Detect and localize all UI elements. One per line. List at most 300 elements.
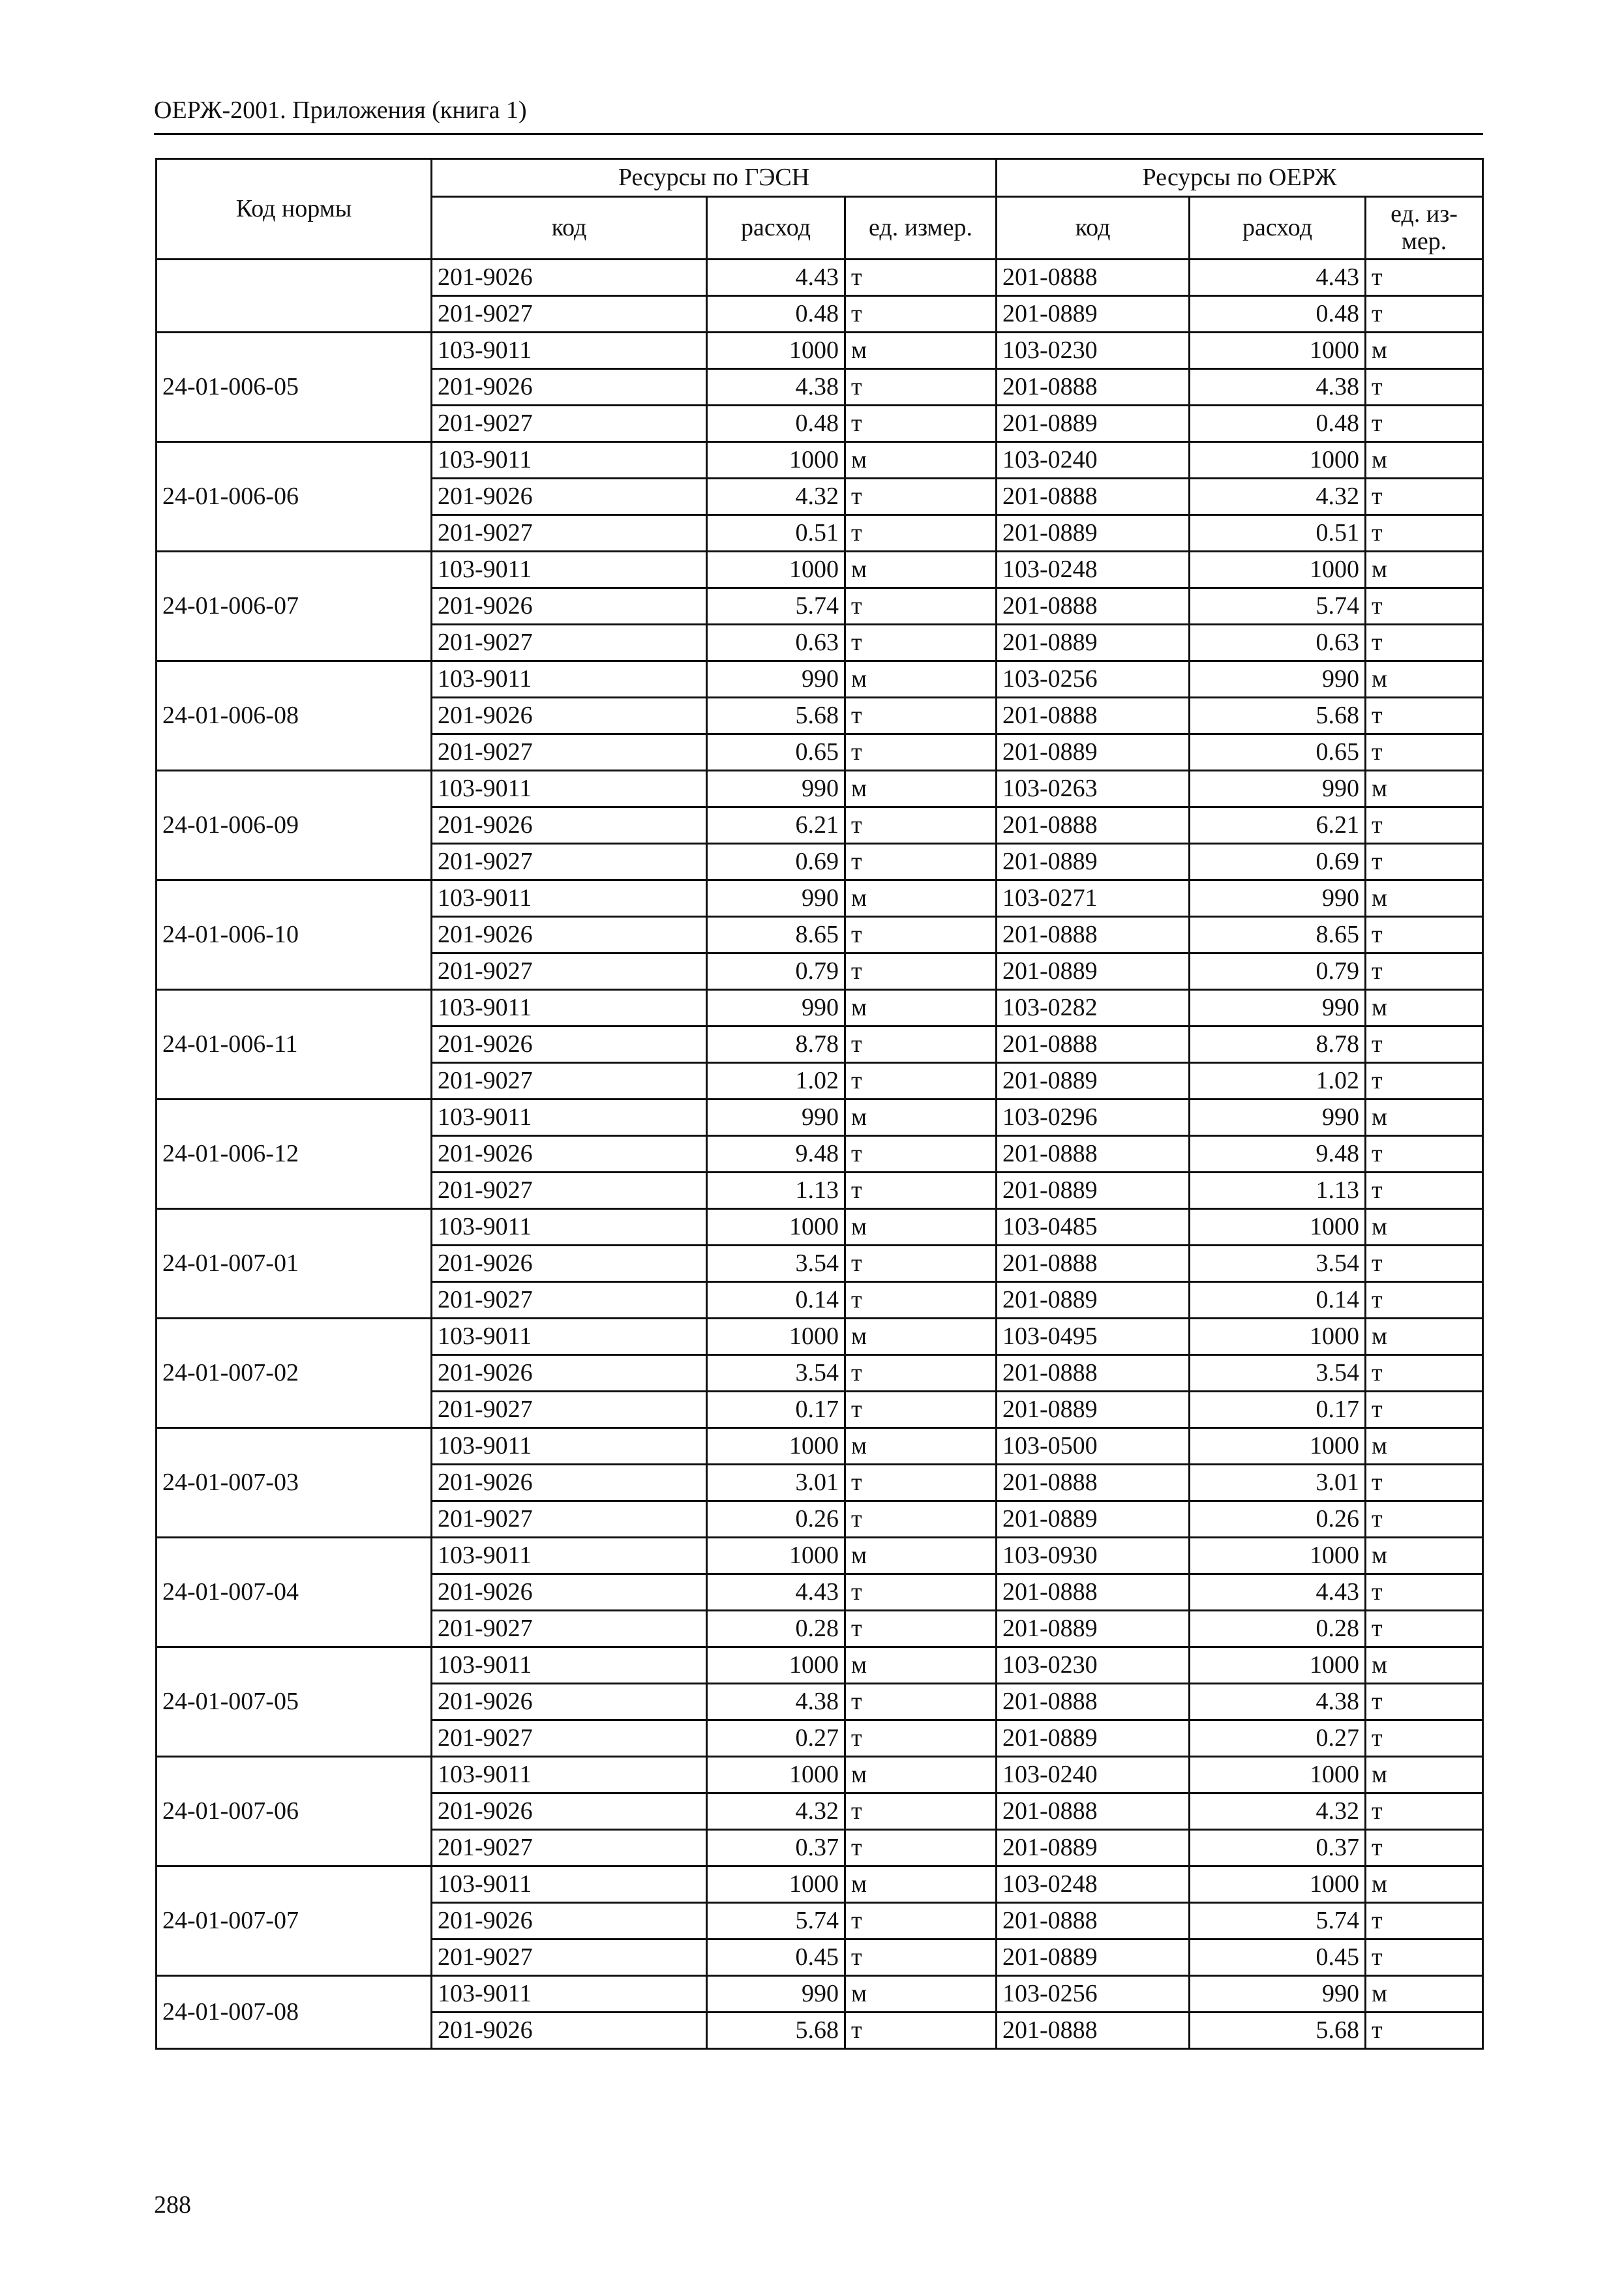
gesn-unit-cell: м <box>845 1538 997 1574</box>
gesn-code-cell: 201-9026 <box>432 1574 707 1611</box>
oerzh-unit-cell: т <box>1366 1026 1483 1063</box>
gesn-unit-cell: м <box>845 442 997 479</box>
oerzh-unit-cell: т <box>1366 953 1483 990</box>
gesn-code-cell: 201-9026 <box>432 260 707 296</box>
oerzh-unit-cell: т <box>1366 1830 1483 1866</box>
gesn-unit-cell: т <box>845 296 997 333</box>
gesn-code-cell: 201-9027 <box>432 1720 707 1757</box>
oerzh-unit-cell: т <box>1366 1355 1483 1392</box>
table-row <box>157 990 1483 1026</box>
oerzh-code-cell: 201-0889 <box>997 953 1190 990</box>
oerzh-unit-cell: м <box>1366 771 1483 807</box>
oerzh-code-cell: 103-0230 <box>997 1647 1190 1684</box>
gesn-unit-cell: т <box>845 1392 997 1428</box>
norm-code-cell: 24-01-007-07 <box>157 1866 432 1976</box>
page-number: 288 <box>154 2191 191 2219</box>
oerzh-unit-cell: т <box>1366 296 1483 333</box>
oerzh-consumption-cell: 0.45 <box>1190 1939 1366 1976</box>
norm-code-cell: 24-01-007-01 <box>157 1209 432 1319</box>
gesn-consumption-cell: 5.68 <box>707 698 845 734</box>
table-row <box>157 1100 1483 1136</box>
gesn-code-cell: 201-9027 <box>432 515 707 552</box>
oerzh-consumption-cell: 1000 <box>1190 552 1366 588</box>
gesn-unit-cell: т <box>845 2012 997 2049</box>
gesn-unit-cell: м <box>845 990 997 1026</box>
gesn-consumption-cell: 0.17 <box>707 1392 845 1428</box>
oerzh-code-cell: 201-0888 <box>997 698 1190 734</box>
gesn-code-cell: 201-9026 <box>432 698 707 734</box>
oerzh-resources-header: Ресурсы по ОЕРЖ <box>997 159 1483 197</box>
gesn-unit-cell: т <box>845 1246 997 1282</box>
oerzh-consumption-cell: 5.74 <box>1190 588 1366 625</box>
gesn-code-cell: 201-9027 <box>432 1392 707 1428</box>
oerzh-unit-cell: м <box>1366 1866 1483 1903</box>
oerzh-code-cell: 201-0888 <box>997 479 1190 515</box>
oerzh-unit-cell: т <box>1366 734 1483 771</box>
gesn-consumption-cell: 4.32 <box>707 479 845 515</box>
oerzh-consumption-cell: 1000 <box>1190 1538 1366 1574</box>
oerzh-unit-cell: т <box>1366 1392 1483 1428</box>
gesn-consumption-cell: 1.13 <box>707 1173 845 1209</box>
oerzh-unit-cell: м <box>1366 333 1483 369</box>
oerzh-consumption-cell: 1000 <box>1190 442 1366 479</box>
oerzh-code-cell: 103-0271 <box>997 880 1190 917</box>
gesn-code-cell: 103-9011 <box>432 1538 707 1574</box>
oerzh-code-cell: 201-0889 <box>997 625 1190 661</box>
oerzh-consumption-cell: 8.65 <box>1190 917 1366 953</box>
oerzh-unit-cell: м <box>1366 1538 1483 1574</box>
gesn-consumption-cell: 1000 <box>707 1757 845 1793</box>
gesn-consumption-cell: 1.02 <box>707 1063 845 1100</box>
gesn-unit-cell: м <box>845 1319 997 1355</box>
gesn-unit-cell: м <box>845 1428 997 1465</box>
oerzh-unit-cell: м <box>1366 1976 1483 2012</box>
gesn-consumption-cell: 8.78 <box>707 1026 845 1063</box>
oerzh-consumption-cell: 9.48 <box>1190 1136 1366 1173</box>
oerzh-consumption-cell: 5.74 <box>1190 1903 1366 1939</box>
gesn-consumption-cell: 0.45 <box>707 1939 845 1976</box>
oerzh-consumption-cell: 990 <box>1190 880 1366 917</box>
gesn-unit-cell: т <box>845 1830 997 1866</box>
oerzh-code-cell: 103-0248 <box>997 1866 1190 1903</box>
gesn-consumption-cell: 1000 <box>707 442 845 479</box>
gesn-consumption-cell: 3.54 <box>707 1355 845 1392</box>
oerzh-code-cell: 103-0240 <box>997 442 1190 479</box>
gesn-consumption-cell: 990 <box>707 1976 845 2012</box>
gesn-consumption-cell: 4.38 <box>707 1684 845 1720</box>
gesn-unit-cell: т <box>845 1501 997 1538</box>
gesn-code-cell: 103-9011 <box>432 1757 707 1793</box>
oerzh-consumption-cell: 8.78 <box>1190 1026 1366 1063</box>
norm-code-cell: 24-01-006-07 <box>157 552 432 661</box>
gesn-code-cell: 201-9027 <box>432 1282 707 1319</box>
oerzh-code-cell: 201-0889 <box>997 1501 1190 1538</box>
gesn-code-cell: 201-9027 <box>432 1173 707 1209</box>
oerzh-unit-cell: м <box>1366 661 1483 698</box>
table-row <box>157 1866 1483 1903</box>
gesn-consumption-cell: 990 <box>707 1100 845 1136</box>
gesn-unit-cell: т <box>845 844 997 880</box>
oerzh-consumption-cell: 0.48 <box>1190 296 1366 333</box>
norm-code-cell <box>157 260 432 333</box>
gesn-code-cell: 201-9027 <box>432 1830 707 1866</box>
gesn-unit-cell: т <box>845 625 997 661</box>
oerzh-consumption-cell: 4.32 <box>1190 1793 1366 1830</box>
oerzh-unit-cell: т <box>1366 1684 1483 1720</box>
oerzh-code-cell: 103-0263 <box>997 771 1190 807</box>
oerzh-unit-cell: т <box>1366 1465 1483 1501</box>
oerzh-unit-cell: м <box>1366 1319 1483 1355</box>
oerzh-unit-cell: т <box>1366 917 1483 953</box>
oerzh-code-cell: 201-0888 <box>997 2012 1190 2049</box>
gesn-consumption-cell: 0.79 <box>707 953 845 990</box>
gesn-code-cell: 201-9026 <box>432 1246 707 1282</box>
oerzh-consumption-cell: 1000 <box>1190 1757 1366 1793</box>
oerzh-consumption-header: расход <box>1190 197 1366 260</box>
norm-code-cell: 24-01-006-12 <box>157 1100 432 1209</box>
gesn-code-cell: 103-9011 <box>432 442 707 479</box>
gesn-unit-cell: м <box>845 1100 997 1136</box>
oerzh-consumption-cell: 1000 <box>1190 1319 1366 1355</box>
oerzh-unit-cell: м <box>1366 1647 1483 1684</box>
oerzh-unit-cell: т <box>1366 1063 1483 1100</box>
oerzh-code-cell: 201-0888 <box>997 1574 1190 1611</box>
gesn-code-cell: 103-9011 <box>432 990 707 1026</box>
gesn-code-cell: 103-9011 <box>432 661 707 698</box>
gesn-unit-cell: т <box>845 479 997 515</box>
gesn-unit-cell: м <box>845 661 997 698</box>
gesn-consumption-cell: 5.74 <box>707 588 845 625</box>
gesn-consumption-cell: 4.38 <box>707 369 845 406</box>
gesn-code-cell: 201-9026 <box>432 2012 707 2049</box>
oerzh-consumption-cell: 0.48 <box>1190 406 1366 442</box>
gesn-code-cell: 201-9026 <box>432 1903 707 1939</box>
oerzh-code-cell: 201-0889 <box>997 1939 1190 1976</box>
gesn-consumption-cell: 990 <box>707 661 845 698</box>
gesn-code-cell: 103-9011 <box>432 1647 707 1684</box>
gesn-unit-cell: т <box>845 1939 997 1976</box>
oerzh-consumption-cell: 4.43 <box>1190 260 1366 296</box>
gesn-code-cell: 201-9027 <box>432 844 707 880</box>
oerzh-consumption-cell: 0.79 <box>1190 953 1366 990</box>
oerzh-code-cell: 201-0888 <box>997 260 1190 296</box>
oerzh-code-cell: 201-0889 <box>997 406 1190 442</box>
gesn-consumption-cell: 9.48 <box>707 1136 845 1173</box>
oerzh-code-cell: 201-0888 <box>997 1793 1190 1830</box>
gesn-unit-cell: т <box>845 1136 997 1173</box>
oerzh-unit-cell: т <box>1366 1246 1483 1282</box>
oerzh-unit-cell: м <box>1366 1757 1483 1793</box>
oerzh-unit-cell: т <box>1366 2012 1483 2049</box>
oerzh-unit-cell: т <box>1366 515 1483 552</box>
gesn-unit-cell: т <box>845 698 997 734</box>
gesn-consumption-cell: 1000 <box>707 1428 845 1465</box>
norm-code-cell: 24-01-007-02 <box>157 1319 432 1428</box>
gesn-unit-cell: т <box>845 406 997 442</box>
gesn-unit-cell: т <box>845 807 997 844</box>
oerzh-code-cell: 201-0888 <box>997 917 1190 953</box>
gesn-consumption-cell: 0.37 <box>707 1830 845 1866</box>
gesn-unit-cell: м <box>845 552 997 588</box>
gesn-code-cell: 201-9027 <box>432 1501 707 1538</box>
gesn-code-cell: 103-9011 <box>432 1100 707 1136</box>
oerzh-code-cell: 103-0296 <box>997 1100 1190 1136</box>
gesn-resources-header: Ресурсы по ГЭСН <box>432 159 997 197</box>
oerzh-consumption-cell: 0.27 <box>1190 1720 1366 1757</box>
oerzh-consumption-cell: 1000 <box>1190 1866 1366 1903</box>
gesn-consumption-cell: 0.63 <box>707 625 845 661</box>
oerzh-code-cell: 201-0889 <box>997 296 1190 333</box>
oerzh-unit-cell: т <box>1366 588 1483 625</box>
gesn-unit-cell: м <box>845 1757 997 1793</box>
oerzh-consumption-cell: 5.68 <box>1190 698 1366 734</box>
oerzh-consumption-cell: 0.69 <box>1190 844 1366 880</box>
oerzh-code-cell: 103-0282 <box>997 990 1190 1026</box>
gesn-code-cell: 201-9026 <box>432 1026 707 1063</box>
oerzh-consumption-cell: 4.38 <box>1190 369 1366 406</box>
gesn-unit-cell: т <box>845 1611 997 1647</box>
oerzh-unit-cell: т <box>1366 807 1483 844</box>
oerzh-code-cell: 201-0888 <box>997 1026 1190 1063</box>
oerzh-code-cell: 201-0888 <box>997 1684 1190 1720</box>
table-row <box>157 1209 1483 1246</box>
gesn-consumption-cell: 990 <box>707 771 845 807</box>
norm-code-cell: 24-01-006-10 <box>157 880 432 990</box>
gesn-consumption-cell: 5.68 <box>707 2012 845 2049</box>
oerzh-unit-cell: т <box>1366 1720 1483 1757</box>
gesn-code-cell: 201-9026 <box>432 1684 707 1720</box>
oerzh-consumption-cell: 0.65 <box>1190 734 1366 771</box>
gesn-code-cell: 103-9011 <box>432 880 707 917</box>
oerzh-code-cell: 103-0495 <box>997 1319 1190 1355</box>
gesn-code-cell: 201-9026 <box>432 807 707 844</box>
oerzh-unit-cell: т <box>1366 1136 1483 1173</box>
oerzh-consumption-cell: 0.37 <box>1190 1830 1366 1866</box>
gesn-consumption-cell: 1000 <box>707 1319 845 1355</box>
oerzh-consumption-cell: 0.28 <box>1190 1611 1366 1647</box>
gesn-consumption-cell: 0.48 <box>707 296 845 333</box>
gesn-unit-cell: т <box>845 734 997 771</box>
gesn-code-cell: 103-9011 <box>432 1866 707 1903</box>
oerzh-consumption-cell: 990 <box>1190 771 1366 807</box>
oerzh-consumption-cell: 4.43 <box>1190 1574 1366 1611</box>
gesn-consumption-cell: 990 <box>707 880 845 917</box>
oerzh-unit-cell: т <box>1366 1282 1483 1319</box>
gesn-unit-cell: м <box>845 1647 997 1684</box>
gesn-consumption-cell: 0.51 <box>707 515 845 552</box>
gesn-code-cell: 103-9011 <box>432 552 707 588</box>
gesn-unit-cell: т <box>845 1793 997 1830</box>
gesn-unit-cell: м <box>845 1209 997 1246</box>
oerzh-code-cell: 201-0889 <box>997 515 1190 552</box>
gesn-unit-cell: т <box>845 1574 997 1611</box>
gesn-code-cell: 201-9027 <box>432 406 707 442</box>
table-row <box>157 1538 1483 1574</box>
gesn-consumption-cell: 0.14 <box>707 1282 845 1319</box>
oerzh-unit-cell: т <box>1366 479 1483 515</box>
oerzh-code-cell: 201-0889 <box>997 1830 1190 1866</box>
gesn-unit-cell: м <box>845 1866 997 1903</box>
gesn-unit-cell: т <box>845 588 997 625</box>
oerzh-consumption-cell: 4.32 <box>1190 479 1366 515</box>
norm-code-cell: 24-01-007-06 <box>157 1757 432 1866</box>
oerzh-code-cell: 201-0889 <box>997 1720 1190 1757</box>
header-rule <box>154 133 1483 135</box>
gesn-consumption-cell: 3.54 <box>707 1246 845 1282</box>
gesn-code-cell: 201-9027 <box>432 1939 707 1976</box>
gesn-code-cell: 201-9027 <box>432 625 707 661</box>
gesn-unit-cell: т <box>845 369 997 406</box>
gesn-consumption-cell: 0.69 <box>707 844 845 880</box>
gesn-unit-cell: т <box>845 515 997 552</box>
gesn-code-cell: 103-9011 <box>432 1428 707 1465</box>
gesn-consumption-cell: 0.26 <box>707 1501 845 1538</box>
norm-code-header: Код нормы <box>157 159 432 260</box>
gesn-unit-cell: м <box>845 771 997 807</box>
gesn-code-cell: 201-9026 <box>432 369 707 406</box>
oerzh-unit-cell: т <box>1366 1501 1483 1538</box>
gesn-unit-cell: т <box>845 1173 997 1209</box>
oerzh-code-cell: 201-0888 <box>997 588 1190 625</box>
table-row <box>157 260 1483 296</box>
oerzh-unit-cell: т <box>1366 625 1483 661</box>
oerzh-consumption-cell: 6.21 <box>1190 807 1366 844</box>
oerzh-consumption-cell: 0.26 <box>1190 1501 1366 1538</box>
oerzh-code-cell: 201-0889 <box>997 844 1190 880</box>
oerzh-unit-cell: т <box>1366 1611 1483 1647</box>
norm-code-cell: 24-01-007-08 <box>157 1976 432 2049</box>
gesn-unit-cell: т <box>845 260 997 296</box>
gesn-unit-header: ед. измер. <box>845 197 997 260</box>
table-row <box>157 1428 1483 1465</box>
gesn-consumption-cell: 1000 <box>707 1209 845 1246</box>
gesn-consumption-cell: 1000 <box>707 1866 845 1903</box>
oerzh-code-cell: 201-0888 <box>997 1465 1190 1501</box>
gesn-code-cell: 103-9011 <box>432 771 707 807</box>
gesn-unit-cell: т <box>845 1720 997 1757</box>
oerzh-code-cell: 201-0888 <box>997 1136 1190 1173</box>
gesn-code-cell: 201-9027 <box>432 296 707 333</box>
norm-code-cell: 24-01-006-09 <box>157 771 432 880</box>
gesn-code-cell: 103-9011 <box>432 333 707 369</box>
gesn-code-cell: 201-9026 <box>432 588 707 625</box>
oerzh-code-cell: 103-0500 <box>997 1428 1190 1465</box>
oerzh-code-header: код <box>997 197 1190 260</box>
oerzh-unit-cell: т <box>1366 369 1483 406</box>
oerzh-consumption-cell: 1.13 <box>1190 1173 1366 1209</box>
gesn-consumption-cell: 4.32 <box>707 1793 845 1830</box>
gesn-consumption-cell: 1000 <box>707 333 845 369</box>
gesn-unit-cell: т <box>845 1026 997 1063</box>
norm-code-cell: 24-01-006-05 <box>157 333 432 442</box>
table-row <box>157 1647 1483 1684</box>
gesn-unit-cell: м <box>845 333 997 369</box>
oerzh-consumption-cell: 4.38 <box>1190 1684 1366 1720</box>
gesn-consumption-cell: 0.28 <box>707 1611 845 1647</box>
oerzh-unit-cell: т <box>1366 1939 1483 1976</box>
oerzh-code-cell: 103-0930 <box>997 1538 1190 1574</box>
gesn-code-header: код <box>432 197 707 260</box>
gesn-code-cell: 103-9011 <box>432 1976 707 2012</box>
gesn-unit-cell: т <box>845 1063 997 1100</box>
gesn-unit-cell: т <box>845 1282 997 1319</box>
oerzh-consumption-cell: 1000 <box>1190 1209 1366 1246</box>
table-row <box>157 552 1483 588</box>
gesn-consumption-cell: 1000 <box>707 552 845 588</box>
oerzh-unit-cell: м <box>1366 1428 1483 1465</box>
norm-code-cell: 24-01-007-03 <box>157 1428 432 1538</box>
gesn-code-cell: 201-9026 <box>432 1793 707 1830</box>
oerzh-code-cell: 103-0240 <box>997 1757 1190 1793</box>
oerzh-consumption-cell: 0.17 <box>1190 1392 1366 1428</box>
oerzh-consumption-cell: 0.51 <box>1190 515 1366 552</box>
oerzh-consumption-cell: 0.14 <box>1190 1282 1366 1319</box>
gesn-code-cell: 201-9026 <box>432 917 707 953</box>
gesn-unit-cell: т <box>845 1903 997 1939</box>
oerzh-unit-cell: т <box>1366 1793 1483 1830</box>
gesn-unit-cell: т <box>845 953 997 990</box>
gesn-consumption-cell: 8.65 <box>707 917 845 953</box>
gesn-unit-cell: т <box>845 1355 997 1392</box>
oerzh-code-cell: 201-0889 <box>997 1392 1190 1428</box>
norm-code-cell: 24-01-006-06 <box>157 442 432 552</box>
gesn-consumption-cell: 0.65 <box>707 734 845 771</box>
gesn-consumption-cell: 1000 <box>707 1647 845 1684</box>
oerzh-code-cell: 201-0889 <box>997 1611 1190 1647</box>
table-row <box>157 661 1483 698</box>
oerzh-unit-cell: м <box>1366 1100 1483 1136</box>
gesn-consumption-cell: 6.21 <box>707 807 845 844</box>
table-row <box>157 1319 1483 1355</box>
oerzh-code-cell: 201-0888 <box>997 1903 1190 1939</box>
oerzh-consumption-cell: 3.54 <box>1190 1246 1366 1282</box>
oerzh-unit-cell: м <box>1366 1209 1483 1246</box>
gesn-code-cell: 201-9027 <box>432 953 707 990</box>
oerzh-code-cell: 103-0248 <box>997 552 1190 588</box>
oerzh-unit-cell: м <box>1366 990 1483 1026</box>
oerzh-code-cell: 103-0256 <box>997 661 1190 698</box>
gesn-unit-cell: т <box>845 1465 997 1501</box>
gesn-code-cell: 201-9027 <box>432 734 707 771</box>
oerzh-consumption-cell: 990 <box>1190 661 1366 698</box>
oerzh-consumption-cell: 1.02 <box>1190 1063 1366 1100</box>
oerzh-consumption-cell: 3.01 <box>1190 1465 1366 1501</box>
oerzh-consumption-cell: 1000 <box>1190 1428 1366 1465</box>
table-row <box>157 880 1483 917</box>
oerzh-code-cell: 201-0889 <box>997 1282 1190 1319</box>
oerzh-unit-cell: т <box>1366 844 1483 880</box>
oerzh-consumption-cell: 990 <box>1190 1100 1366 1136</box>
oerzh-code-cell: 201-0889 <box>997 734 1190 771</box>
gesn-consumption-cell: 0.27 <box>707 1720 845 1757</box>
oerzh-unit-cell: м <box>1366 880 1483 917</box>
oerzh-code-cell: 201-0889 <box>997 1063 1190 1100</box>
table-row <box>157 771 1483 807</box>
oerzh-consumption-cell: 5.68 <box>1190 2012 1366 2049</box>
oerzh-unit-cell: т <box>1366 698 1483 734</box>
oerzh-unit-cell: т <box>1366 1903 1483 1939</box>
oerzh-consumption-cell: 990 <box>1190 990 1366 1026</box>
table-body <box>157 260 1483 2049</box>
gesn-code-cell: 201-9027 <box>432 1063 707 1100</box>
gesn-code-cell: 201-9026 <box>432 479 707 515</box>
gesn-consumption-header: расход <box>707 197 845 260</box>
oerzh-consumption-cell: 3.54 <box>1190 1355 1366 1392</box>
running-header: ОЕРЖ-2001. Приложения (книга 1) <box>154 97 527 124</box>
oerzh-consumption-cell: 990 <box>1190 1976 1366 2012</box>
oerzh-consumption-cell: 1000 <box>1190 333 1366 369</box>
gesn-unit-cell: т <box>845 917 997 953</box>
